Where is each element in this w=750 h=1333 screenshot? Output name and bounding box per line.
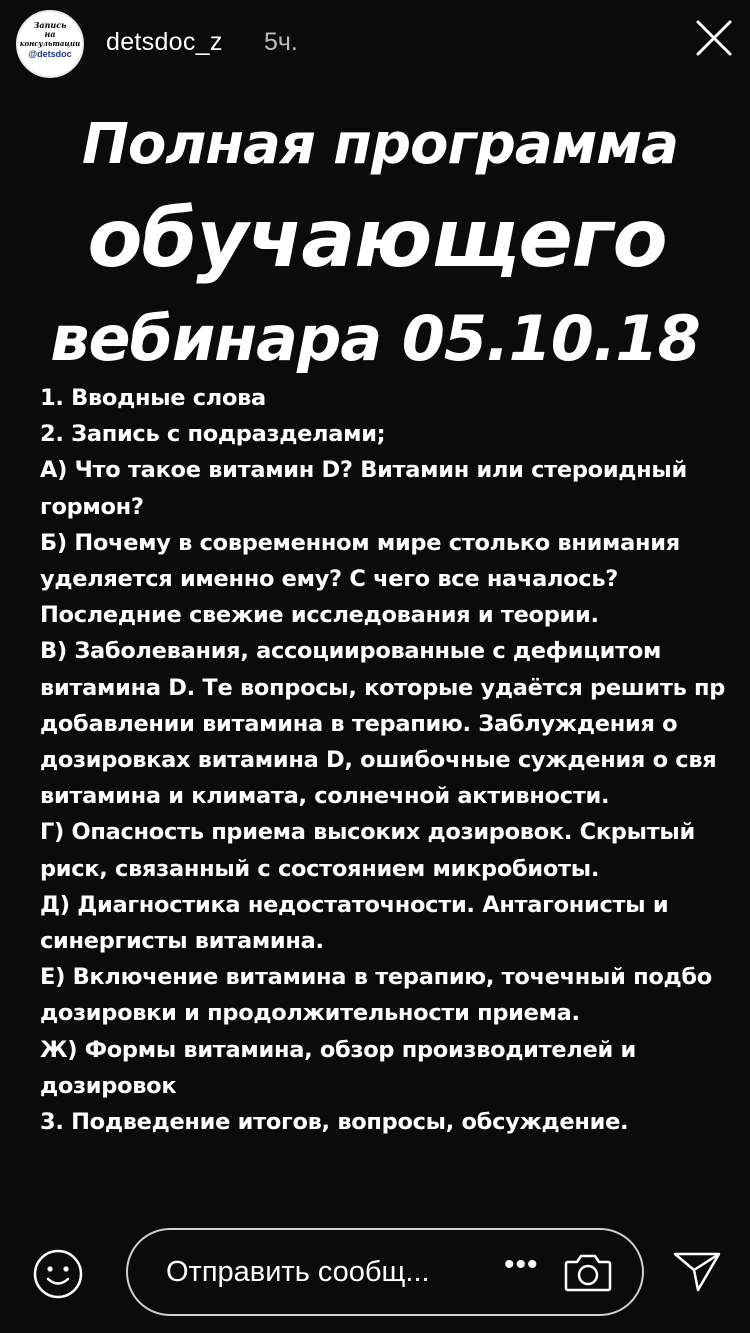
program-line: Е) Включение витамина в терапию, точечный подбо	[40, 964, 712, 991]
send-icon[interactable]	[672, 1248, 722, 1294]
program-line: В) Заболевания, ассоциированные с дефицитом	[40, 638, 662, 665]
close-icon[interactable]	[692, 16, 736, 60]
message-input[interactable]	[126, 1228, 644, 1316]
avatar-text-line: консультации	[19, 39, 81, 48]
avatar-handle: @detsdoc	[28, 49, 72, 59]
program-line: добавлении витамина в терапию. Заблуждения о	[40, 710, 678, 737]
program-line: дозировки и продолжительности приема.	[40, 1000, 580, 1027]
program-line: гормон?	[40, 493, 144, 520]
avatar-text-line: Запись	[33, 20, 67, 30]
program-list	[40, 380, 750, 1140]
program-line: витамина D. Те вопросы, которые удаётся решить пр	[40, 674, 726, 701]
message-placeholder: Отправить сообщ...	[166, 1256, 430, 1288]
post-time: 5ч.	[264, 28, 298, 56]
camera-icon[interactable]	[562, 1248, 614, 1296]
program-line: 2. Запись с подразделами;	[40, 421, 386, 448]
title-line-2: обучающего	[87, 192, 667, 285]
program-line: 3. Подведение итогов, вопросы, обсуждение.	[40, 1109, 629, 1136]
title-line-1: Полная программа	[81, 112, 678, 177]
story-footer	[0, 1222, 750, 1322]
smiley-icon[interactable]	[32, 1248, 84, 1300]
more-options-icon[interactable]: •••	[504, 1248, 539, 1281]
program-line: Последние свежие исследования и теории.	[40, 602, 599, 629]
program-line: 1. Вводные слова	[40, 385, 266, 411]
username[interactable]: detsdoc_z	[106, 28, 223, 56]
program-line: риск, связанный с состоянием микробиоты.	[40, 855, 600, 882]
program-line: Б) Почему в современном мире столько внимания	[40, 529, 680, 556]
program-line: дозировках витамина D, ошибочные суждения о свя	[40, 747, 717, 774]
story-header	[14, 10, 736, 80]
program-line: Д) Диагностика недостаточности. Антагонисты и	[40, 891, 669, 918]
program-line: Ж) Формы витамина, обзор производителей и	[40, 1036, 636, 1063]
title-line-3: вебинара 05.10.18	[50, 302, 700, 375]
avatar-text-line: на	[44, 29, 56, 39]
program-line: А) Что такое витамин D? Витамин или стероидный	[40, 457, 687, 484]
program-line: синергисты витамина.	[40, 928, 324, 955]
avatar[interactable]	[16, 10, 84, 78]
program-line: Г) Опасность приема высоких дозировок. Скрытый	[40, 819, 695, 846]
program-line: уделяется именно ему? С чего все началось?	[40, 566, 619, 593]
program-line: дозировок	[40, 1072, 177, 1099]
program-line: витамина и климата, солнечной активности.	[40, 783, 610, 810]
